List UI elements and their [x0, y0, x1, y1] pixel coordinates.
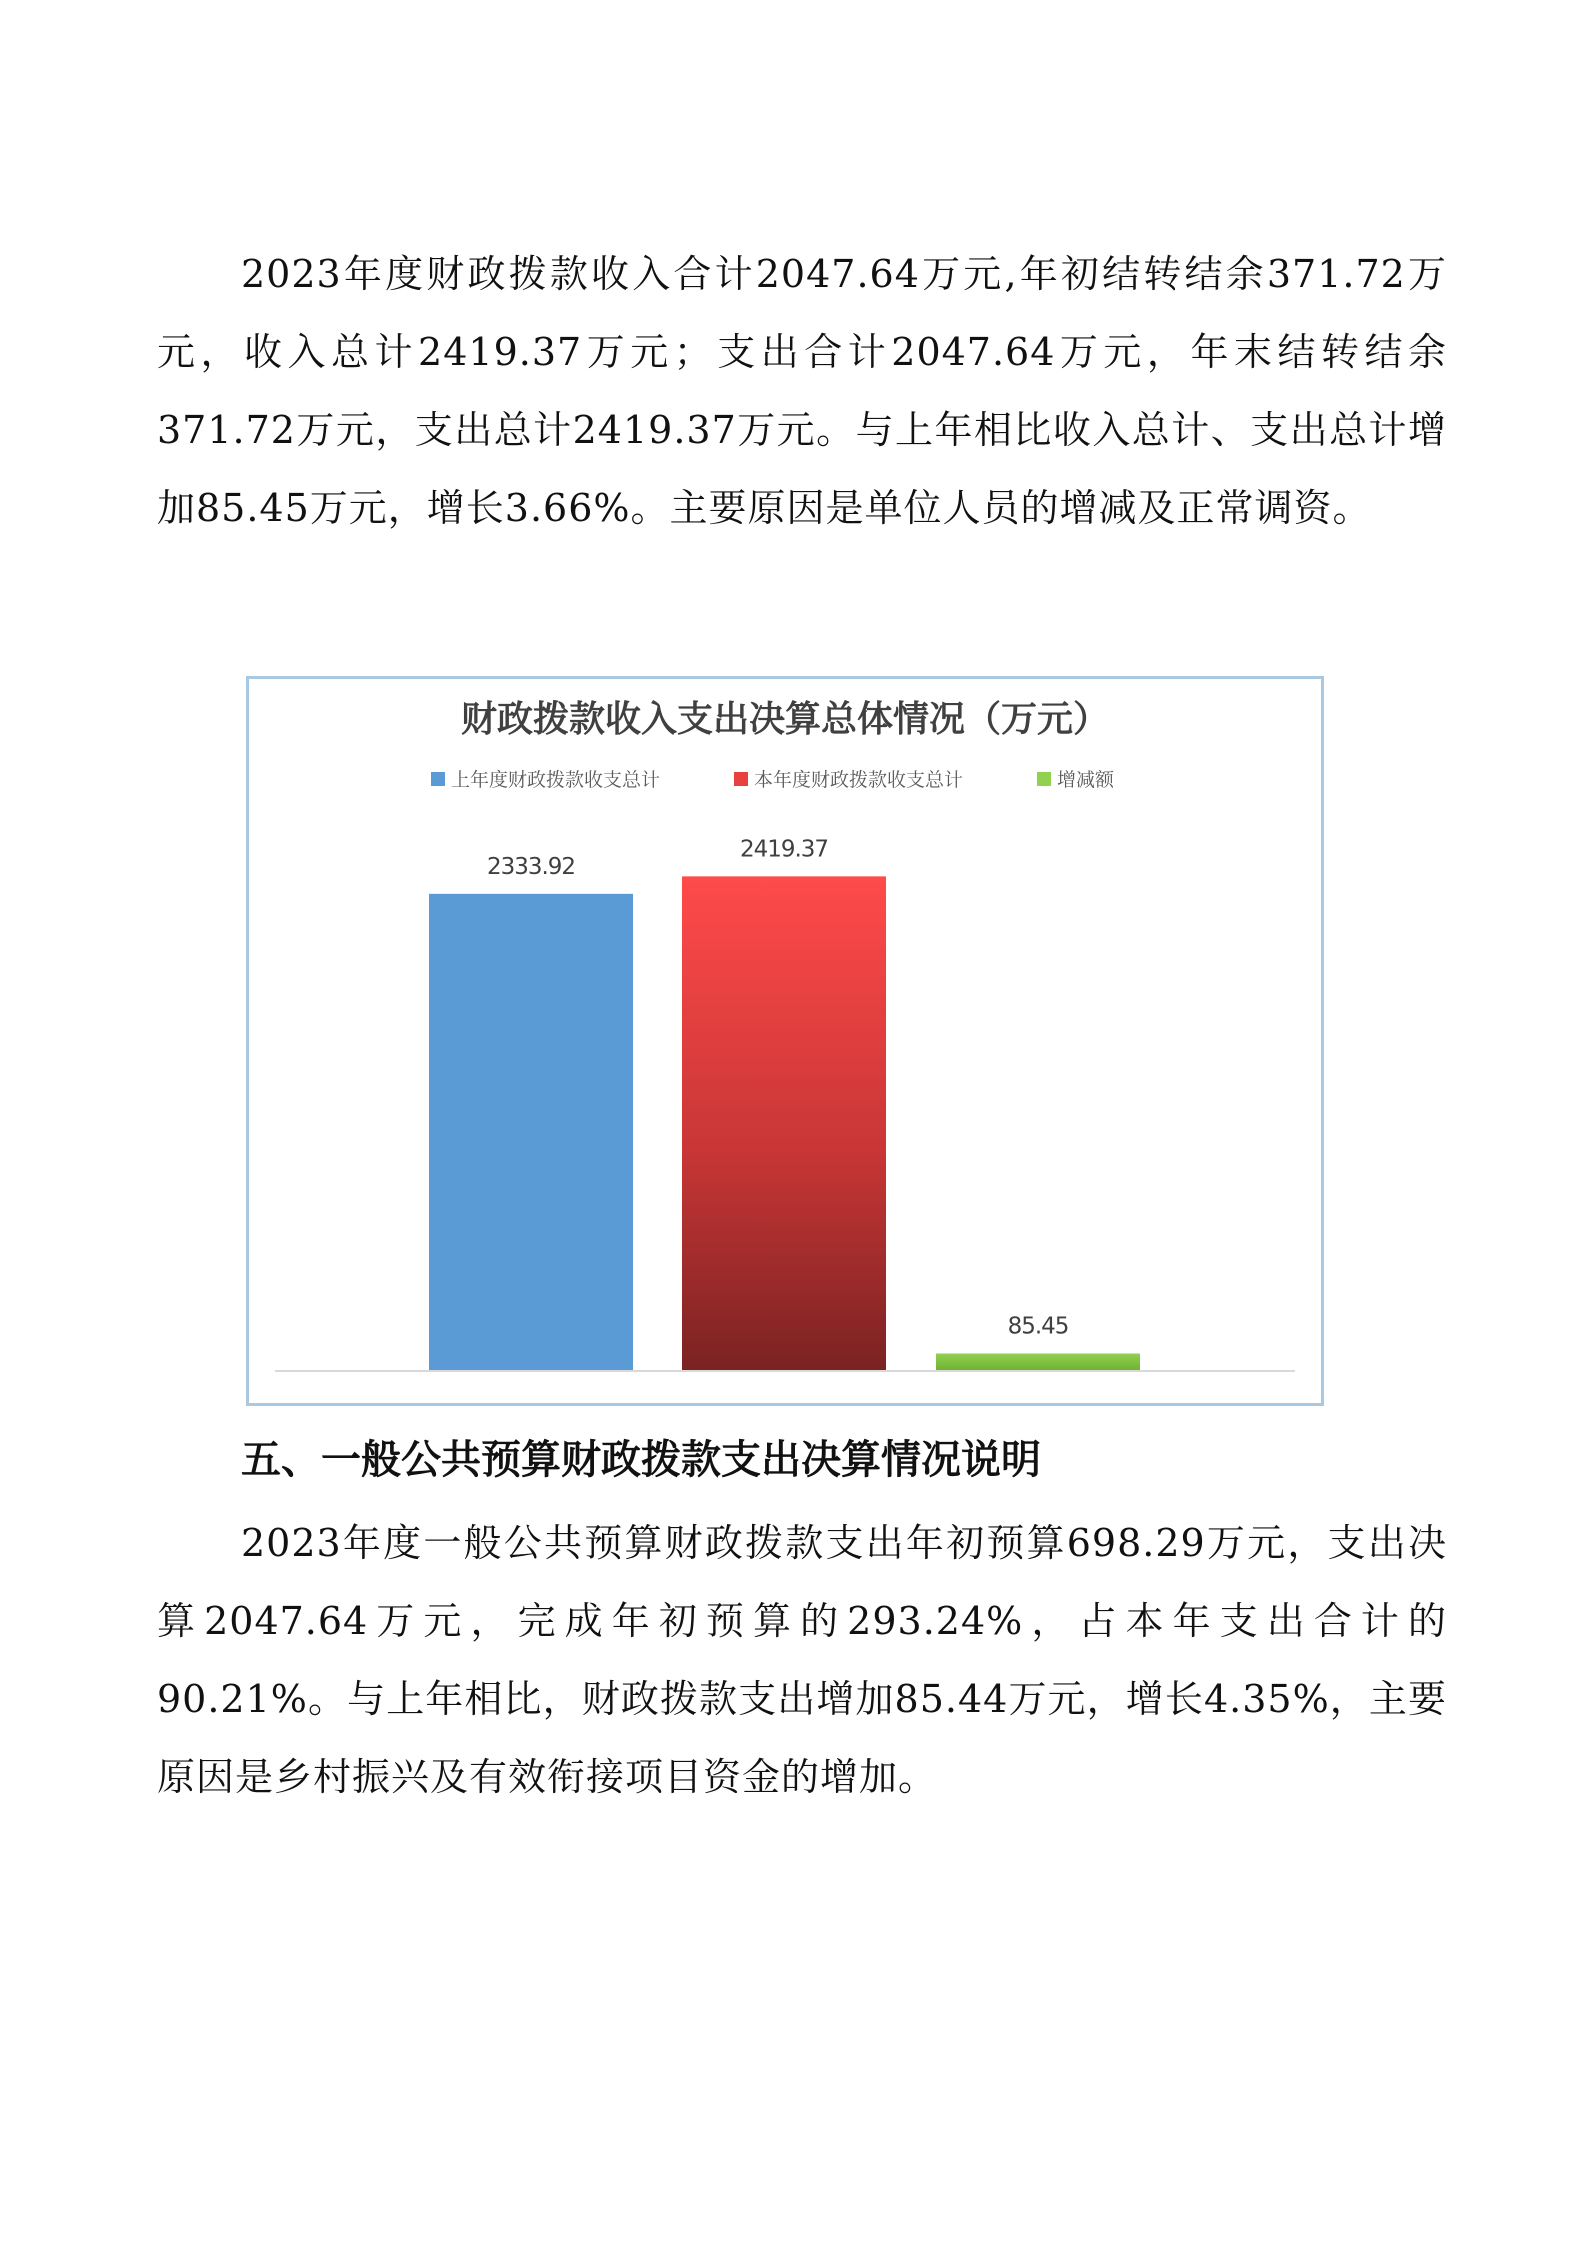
- bar-1: [429, 894, 633, 1371]
- data-label-1: 2333.92: [486, 853, 576, 880]
- chart-frame: [246, 676, 1324, 1406]
- chart-legend: [431, 769, 1115, 791]
- bar-3: [936, 1354, 1140, 1371]
- section-five-heading: 五、一般公共预算财政拨款支出决算情况说明: [241, 1437, 1041, 1483]
- legend-label-1: 上年度财政拨款收支总计: [451, 769, 661, 791]
- bar-2: [682, 876, 886, 1371]
- chart-title: 财政拨款收入支出决算总体情况（万元）: [460, 699, 1110, 740]
- legend-swatch-1: [431, 772, 445, 786]
- data-label-3: 85.45: [1007, 1313, 1069, 1340]
- section-five-paragraph: 2023年度一般公共预算财政拨款支出年初预算698.29万元，支出决算2047.64万元，完成年初预算的293.24%，占本年支出合计的90.21%。与上年相比，财政拨款支出增加85.44万元，增长4.35%，主要原因是乡村振兴及有效衔接项目资金的增加。: [157, 1521, 1447, 1799]
- legend-label-2: 本年度财政拨款收支总计: [754, 769, 964, 791]
- data-label-2: 2419.37: [739, 836, 829, 863]
- legend-swatch-2: [734, 772, 748, 786]
- chart-bars: [429, 836, 1140, 1371]
- legend-label-3: 增减额: [1057, 769, 1115, 791]
- bar-chart: [249, 679, 1321, 1403]
- legend-swatch-3: [1037, 772, 1051, 786]
- intro-paragraph: 2023年度财政拨款收入合计2047.64万元,年初结转结余371.72万元，收入总计2419.37万元；支出合计2047.64万元，年末结转结余371.72万元，支出总计2419.37万元。与上年相比收入总计、支出总计增加85.45万元，增长3.66%。主要原因是单位人员的增减及正常调资。: [157, 252, 1447, 530]
